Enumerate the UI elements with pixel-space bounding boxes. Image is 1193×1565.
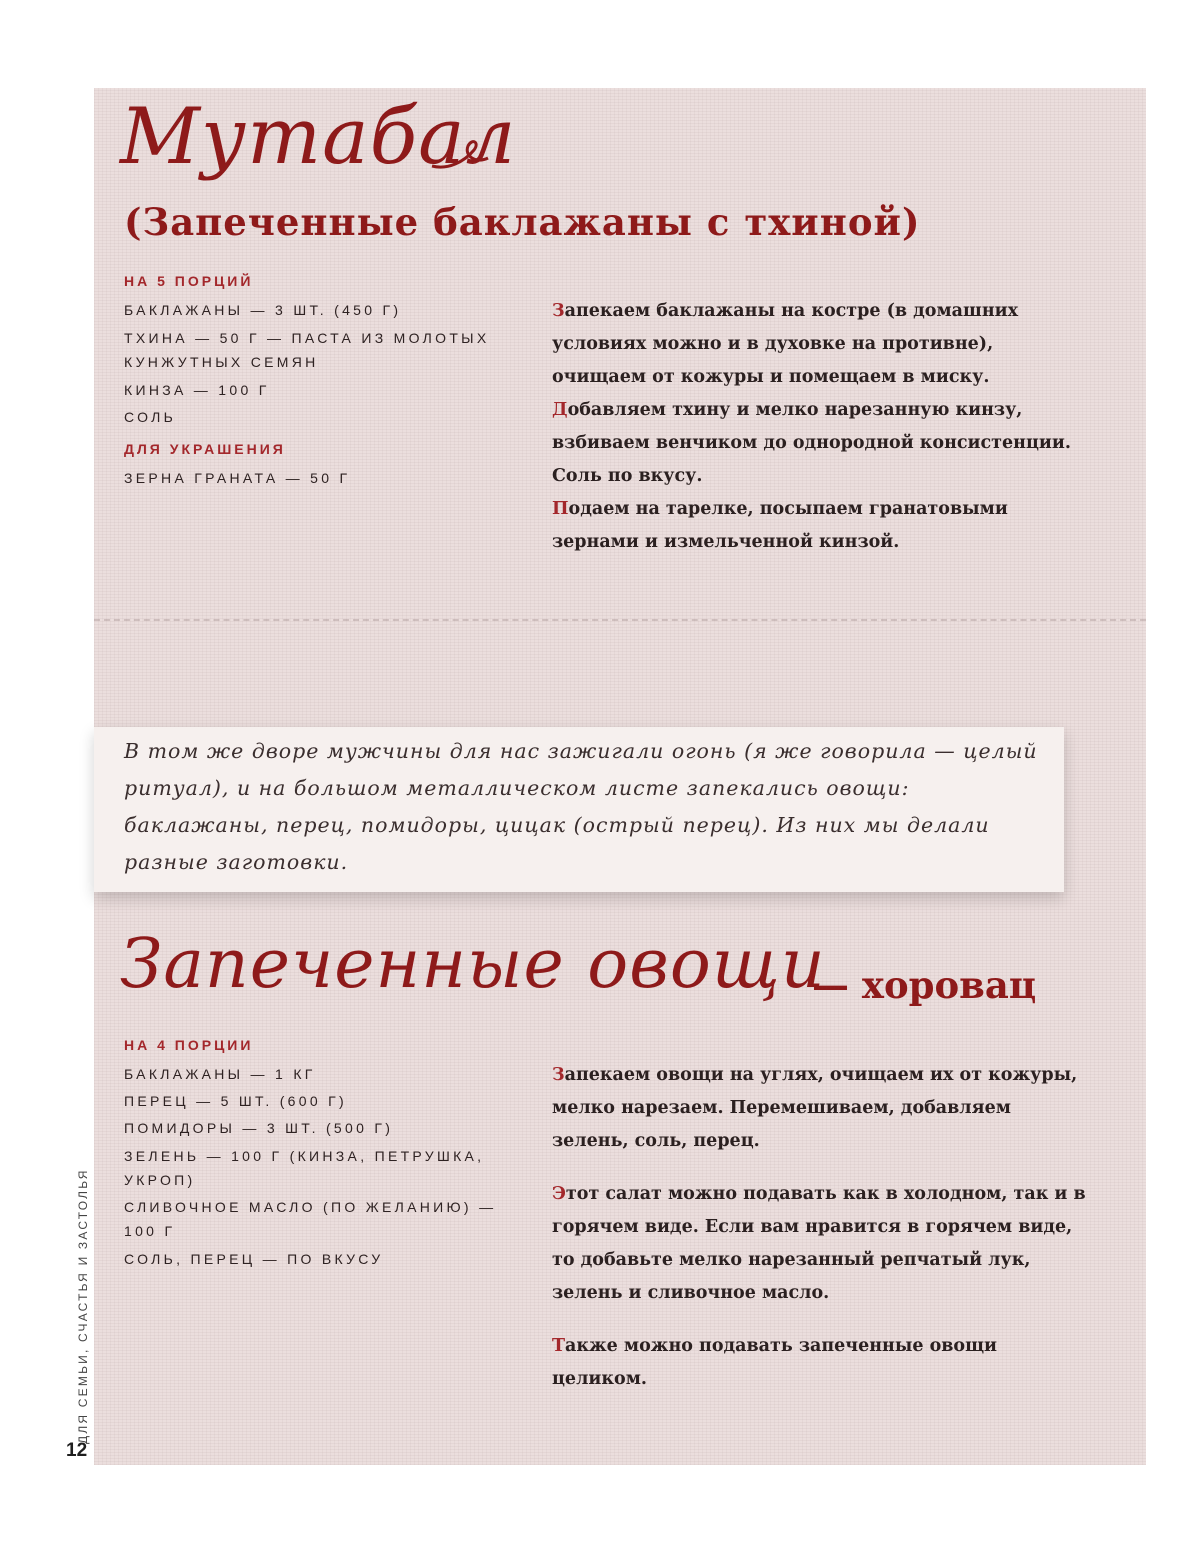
garnish-heading: ДЛЯ УКРАШЕНИЯ [124, 441, 286, 457]
method-text: обавляем тхину и мелко нарезанную кинзу, взбиваем венчиком до однородной консистенции. Соль по вкусу. [552, 400, 1071, 486]
recipe1-ingredients [124, 273, 534, 492]
portions-heading: НА 5 ПОРЦИЙ [124, 273, 254, 289]
method-text: апекаем овощи на углях, очищаем их от кожуры, мелко нарезаем. Перемешиваем, добавляем зелень, соль, перец. [552, 1065, 1078, 1151]
portions-heading: НА 4 ПОРЦИИ [124, 1037, 254, 1053]
method-paragraph [552, 1178, 1092, 1310]
method-paragraph [552, 1059, 1092, 1158]
method-text: тот салат можно подавать как в холодном, так и в горячем виде. Если вам нравится в горячем виде, то добавьте мелко нарезанный репчатый лук, зелень и сливочное масло. [552, 1184, 1086, 1303]
ingredient-item: ЗЕРНА ГРАНАТА — 50 Г [124, 470, 351, 486]
method-paragraph [552, 1330, 1092, 1396]
recipe2-method [552, 1059, 1092, 1396]
method-text: апекаем баклажаны на костре (в домашних условиях можно и в духовке на противне), очищаем от кожуры и помещаем в миску. [552, 301, 1019, 387]
ingredient-item: БАКЛАЖАНЫ — 1 КГ [124, 1066, 316, 1082]
method-text: одаем на тарелке, посыпаем гранатовыми зернами и измельченной кинзой. [552, 499, 1008, 552]
ingredient-item: ПОМИДОРЫ — 3 ШТ. (500 Г) [124, 1120, 394, 1136]
recipe2-ingredients [124, 1037, 534, 1273]
ingredient-item: СОЛЬ [124, 409, 177, 425]
recipe1-subtitle: (Запеченные баклажаны с тхиной) [124, 200, 921, 244]
ingredient-item: ЗЕЛЕНЬ — 100 Г (КИНЗА, ПЕТРУШКА, УКРОП) [124, 1148, 485, 1188]
drop-cap: Т [552, 1336, 566, 1356]
ingredient-item: КИНЗА — 100 Г [124, 382, 270, 398]
method-text: акже можно подавать запеченные овощи целиком. [552, 1336, 998, 1389]
recipe1-script-title: Мутабал [120, 92, 517, 182]
drop-cap: Э [552, 1184, 566, 1204]
recipe2-title-suffix: — хоровац [812, 963, 1037, 1007]
recipe1-method [552, 295, 1092, 559]
method-paragraph [552, 394, 1092, 493]
ingredient-item: ТХИНА — 50 Г — ПАСТА ИЗ МОЛОТЫХ КУНЖУТНЫХ СЕМЯН [124, 330, 490, 370]
fabric-stitch-line [94, 619, 1146, 621]
drop-cap: П [552, 499, 569, 519]
page-number: 12 [66, 1440, 88, 1461]
drop-cap: З [552, 1065, 565, 1085]
method-paragraph [552, 295, 1092, 394]
drop-cap: Д [552, 400, 568, 420]
drop-cap: З [552, 301, 565, 321]
method-paragraph [552, 493, 1092, 559]
ingredient-item: СОЛЬ, ПЕРЕЦ — ПО ВКУСУ [124, 1251, 384, 1267]
title-flourish [430, 136, 490, 176]
ingredient-item: ПЕРЕЦ — 5 ШТ. (600 Г) [124, 1093, 347, 1109]
side-running-title: ДЛЯ СЕМЬИ, СЧАСТЬЯ И ЗАСТОЛЬЯ [76, 1168, 90, 1444]
ingredient-item: БАКЛАЖАНЫ — 3 ШТ. (450 Г) [124, 302, 402, 318]
recipe2-script-title: Запеченные овощи [120, 925, 826, 1004]
note-text: В том же дворе мужчины для нас зажигали огонь (я же говорила — целый ритуал), и на большом металлическом листе запекались овощи: баклажаны, перец, помидоры, цицак (острый перец). Из них мы делали разные заготовки. [124, 739, 1038, 874]
ingredient-item: СЛИВОЧНОЕ МАСЛО (ПО ЖЕЛАНИЮ) — 100 Г [124, 1199, 497, 1239]
